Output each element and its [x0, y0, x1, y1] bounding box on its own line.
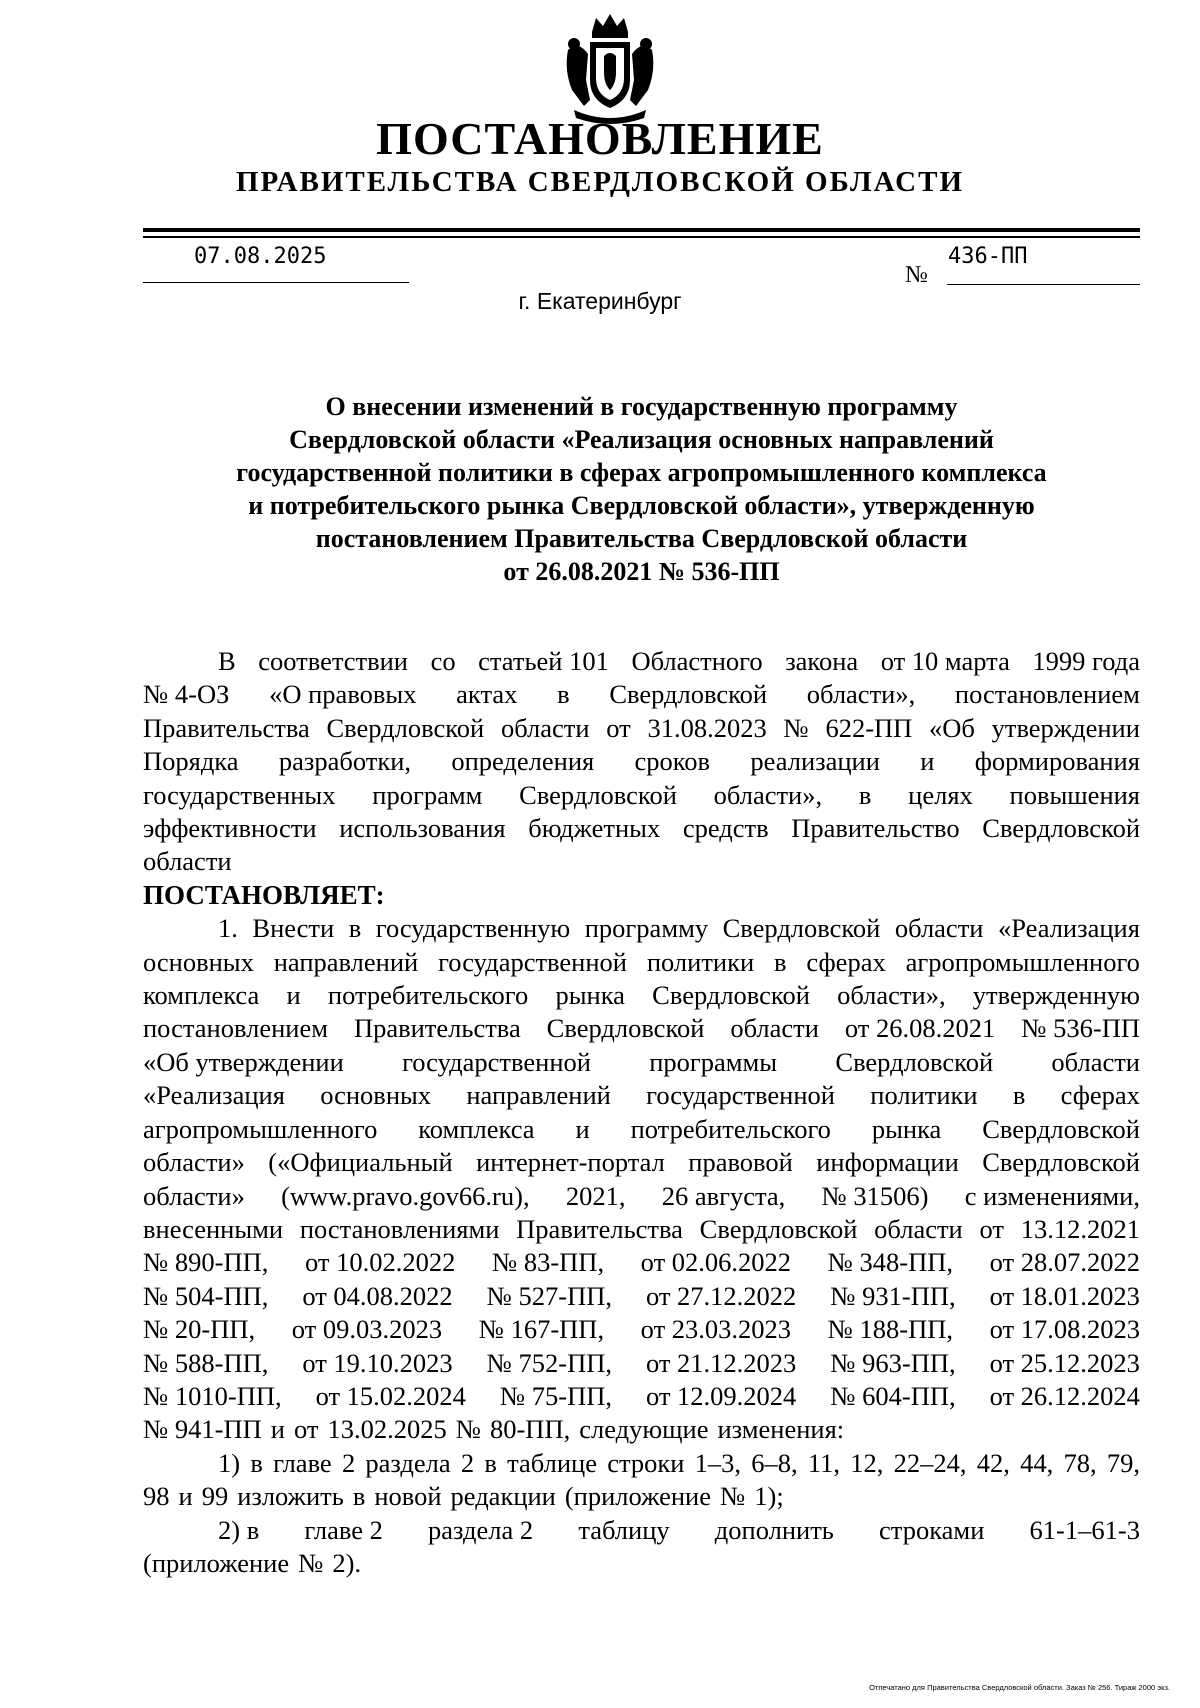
- word: рынка: [555, 980, 625, 1011]
- word: 622-ПП: [825, 712, 913, 743]
- word: В: [218, 646, 236, 676]
- text-line: [143, 1380, 1140, 1413]
- word: реализации: [750, 746, 880, 777]
- word: Свердловской: [699, 1213, 858, 1244]
- word: от 09.03.2023: [291, 1314, 443, 1345]
- word: № 188-ПП,: [827, 1314, 954, 1345]
- word: основных: [143, 946, 254, 977]
- word: от 02.06.2022: [640, 1247, 792, 1278]
- word: области»: [143, 1147, 245, 1178]
- word: строки: [607, 1447, 685, 1478]
- word: статьей 101: [478, 646, 609, 676]
- word: области: [874, 1213, 963, 1244]
- document-body: [143, 645, 1140, 1580]
- word: 2021,: [565, 1180, 626, 1211]
- word: государственную: [375, 913, 571, 944]
- text-line: [143, 1280, 1140, 1313]
- word: главе 2: [304, 1514, 383, 1545]
- word: № 4-ОЗ: [143, 679, 230, 710]
- word: области: [500, 712, 590, 743]
- word: № 167-ПП,: [478, 1314, 605, 1345]
- word: основных: [320, 1080, 432, 1111]
- word: 1);: [754, 1481, 784, 1512]
- word: Свердловской: [982, 1113, 1140, 1144]
- operative-keyword: [143, 879, 1140, 912]
- word: изложить: [237, 1481, 344, 1512]
- word: Правительства: [143, 712, 310, 743]
- word: области»,: [713, 779, 823, 810]
- header-rule-thick: [143, 228, 1140, 232]
- text-line: [143, 1079, 1140, 1112]
- text-line: [143, 1146, 1140, 1179]
- word: раздела: [365, 1447, 451, 1478]
- word: закона: [785, 646, 859, 676]
- word: от 26.12.2024: [989, 1380, 1140, 1411]
- word: Свердловской: [609, 679, 768, 710]
- word: в: [1012, 1080, 1026, 1111]
- word: в: [858, 779, 872, 810]
- word: сферах: [1060, 1080, 1140, 1111]
- word: изменения:: [717, 1414, 845, 1445]
- word: от: [979, 1213, 1004, 1244]
- body-paragraph: [143, 1447, 1140, 1514]
- word: в: [557, 679, 570, 710]
- header-rule-thin: [143, 236, 1140, 238]
- heading-line: государственной политики в сферах агропромышленного комплекса: [236, 458, 1047, 487]
- word: со: [430, 646, 456, 676]
- text-line: [143, 845, 1140, 878]
- word: 79,: [1106, 1447, 1140, 1478]
- word: области: [894, 913, 984, 944]
- word: Свердловской: [326, 712, 485, 743]
- print-footer-note: Отпечатано для Правительства Свердловской области. Заказ № 256. Тираж 2000 экз.: [869, 1683, 1170, 1692]
- word: области: [730, 1013, 819, 1044]
- word: от 10 марта: [880, 646, 1010, 676]
- word: направлений: [466, 1080, 611, 1111]
- word: области»: [143, 1180, 245, 1211]
- body-paragraph: [143, 645, 1140, 879]
- word: 1.: [218, 913, 238, 944]
- word: 13.02.2025: [327, 1414, 447, 1445]
- word: таблице: [507, 1447, 597, 1478]
- heading-line: Свердловской области «Реализация основных направлений: [289, 425, 994, 454]
- word: в: [352, 1481, 366, 1512]
- number-sign: №: [905, 262, 928, 288]
- word: от 12.09.2024: [645, 1380, 797, 1411]
- word: правовой: [688, 1147, 793, 1178]
- text-line: [143, 1313, 1140, 1346]
- word: редакции: [450, 1481, 556, 1512]
- word: 2: [341, 1447, 356, 1478]
- body-paragraph: [143, 1514, 1140, 1581]
- word: и: [270, 1414, 285, 1445]
- word: 61-1–61-3: [1029, 1514, 1140, 1545]
- heading-line: постановлением Правительства Свердловской области: [315, 524, 968, 553]
- word: «Реализация: [143, 1080, 285, 1111]
- word: 13.12.2021: [1020, 1213, 1140, 1244]
- word: (приложение: [564, 1481, 711, 1512]
- word: № 752-ПП,: [486, 1347, 613, 1378]
- word: Правительства: [516, 1213, 683, 1244]
- word: Свердловской: [982, 813, 1140, 844]
- word: 11,: [807, 1447, 841, 1478]
- word: главе: [273, 1447, 332, 1478]
- word: формирования: [974, 746, 1140, 777]
- word: в: [774, 946, 787, 977]
- word: в: [348, 913, 362, 944]
- word: области»,: [837, 980, 946, 1011]
- heading-line: и потребительского рынка Свердловской области», утвержденную: [248, 491, 1035, 520]
- word: государственной: [438, 946, 627, 977]
- body-paragraph: [143, 912, 1140, 1447]
- word: комплекса: [418, 1113, 535, 1144]
- word: 42,: [976, 1447, 1010, 1478]
- word: разработки,: [278, 746, 411, 777]
- word: №: [719, 1481, 746, 1512]
- word: от 10.02.2022: [304, 1247, 456, 1278]
- word: дополнить: [714, 1514, 834, 1545]
- text-line: [143, 812, 1140, 845]
- word: 99: [201, 1481, 229, 1512]
- text-line: [143, 1012, 1140, 1045]
- word: от 17.08.2023: [989, 1314, 1140, 1345]
- text-line: [143, 1480, 1140, 1513]
- word: № 1010-ПП,: [143, 1380, 282, 1411]
- word: программы: [649, 1046, 778, 1077]
- word: в: [250, 1447, 263, 1478]
- word: Порядка: [143, 746, 239, 777]
- text-line: [143, 1413, 1140, 1446]
- word: и: [920, 746, 935, 777]
- word: в: [484, 1447, 497, 1478]
- word: комплекса: [143, 980, 260, 1011]
- word: определения: [451, 746, 595, 777]
- word: от 21.12.2023: [645, 1347, 797, 1378]
- word: таблицу: [578, 1514, 670, 1545]
- word: «Об: [929, 712, 975, 743]
- text-line: [143, 1213, 1140, 1246]
- word: Областного: [631, 646, 763, 676]
- word: агропромышленного: [905, 946, 1140, 977]
- word: 31.08.2023: [647, 712, 767, 743]
- word: 1999 года: [1032, 646, 1140, 676]
- number-underline: [947, 284, 1140, 285]
- word: постановлениями: [299, 1213, 500, 1244]
- word: № 504-ПП,: [143, 1280, 269, 1311]
- issue-city: г. Екатеринбург: [518, 288, 682, 314]
- word: государственных: [143, 779, 336, 810]
- word: 22–24,: [893, 1447, 967, 1478]
- word: программ: [372, 779, 483, 810]
- word: использования: [339, 813, 506, 844]
- word: 1–3,: [694, 1447, 742, 1478]
- word: 80-ПП,: [489, 1414, 571, 1445]
- word: актах: [456, 679, 518, 710]
- word: № 75-ПП,: [499, 1380, 613, 1411]
- word: Свердловской: [722, 913, 881, 944]
- heading-line: О внесении изменений в государственную программу: [325, 392, 958, 421]
- text-line: [143, 779, 1140, 812]
- word: информации: [816, 1147, 959, 1178]
- word: от 23.03.2023: [640, 1314, 792, 1345]
- word: «Об утверждении: [143, 1046, 344, 1077]
- word: 1): [218, 1447, 241, 1478]
- text-line: [143, 1347, 1140, 1380]
- word: №: [455, 1414, 481, 1445]
- word: от 19.10.2023: [302, 1347, 453, 1378]
- word: политики: [646, 946, 755, 977]
- word: с изменениями,: [964, 1180, 1140, 1211]
- word: (www.pravo.gov66.ru),: [281, 1180, 530, 1211]
- word: № 941-ПП: [143, 1414, 262, 1445]
- word: государственной: [646, 1080, 835, 1111]
- word: 6–8,: [751, 1447, 798, 1478]
- word: № 588-ПП,: [143, 1347, 269, 1378]
- word: № 20-ПП,: [143, 1314, 256, 1345]
- word: соответствии: [258, 646, 408, 676]
- word: направлений: [273, 946, 419, 977]
- word: агропромышленного: [143, 1113, 378, 1144]
- word: Правительство: [791, 813, 960, 844]
- word: потребительского: [327, 980, 529, 1011]
- text-line: [143, 879, 1140, 912]
- word: от 04.08.2022: [302, 1280, 453, 1311]
- text-line: [143, 1180, 1140, 1213]
- word: целях: [908, 779, 973, 810]
- word: № 931-ПП,: [830, 1280, 956, 1311]
- word: сферах: [806, 946, 886, 977]
- word: области: [143, 846, 232, 877]
- text-line: [143, 1246, 1140, 1279]
- word: 2: [460, 1447, 475, 1478]
- word: №: [783, 712, 809, 743]
- word: 2) в: [218, 1514, 260, 1545]
- word: № 890-ПП,: [143, 1247, 269, 1278]
- word: государственной: [402, 1046, 591, 1077]
- text-line: [143, 712, 1140, 745]
- word: 2).: [332, 1547, 362, 1578]
- word: 78,: [1063, 1447, 1097, 1478]
- word: Свердловской: [546, 1013, 705, 1044]
- word: Свердловской: [982, 1147, 1140, 1178]
- text-line: [143, 946, 1140, 979]
- word: от 25.12.2023: [989, 1347, 1140, 1378]
- word: повышения: [1009, 779, 1140, 810]
- word: от 15.02.2024: [315, 1380, 466, 1411]
- word: и: [286, 980, 301, 1011]
- word: строками: [879, 1514, 985, 1545]
- word: «О правовых: [269, 679, 417, 710]
- word: рынка: [871, 1113, 942, 1144]
- word: 44,: [1020, 1447, 1054, 1478]
- word: постановлением: [143, 1013, 328, 1044]
- word: раздела 2: [428, 1514, 534, 1545]
- text-line: [143, 645, 1140, 678]
- sverdlovsk-coat-of-arms-icon: [560, 10, 660, 128]
- word: 26 августа,: [661, 1180, 786, 1211]
- word: от 27.12.2022: [645, 1280, 797, 1311]
- document-number: 436-ПП: [948, 244, 1028, 269]
- word: Свердловской: [835, 1046, 994, 1077]
- issuer-subtitle: ПРАВИТЕЛЬСТВА СВЕРДЛОВСКОЙ ОБЛАСТИ: [235, 166, 965, 198]
- word: от 26.08.2021: [844, 1013, 996, 1044]
- word: утвержденную: [972, 980, 1140, 1011]
- word: Внести: [252, 913, 335, 944]
- word: «Реализация: [997, 913, 1140, 944]
- text-line: [143, 1447, 1140, 1480]
- word: Правительства: [353, 1013, 521, 1044]
- word: (приложение: [143, 1547, 290, 1578]
- word: № 527-ПП,: [486, 1280, 613, 1311]
- word: области: [1051, 1046, 1140, 1077]
- word: сроков: [634, 746, 711, 777]
- text-line: [143, 745, 1140, 778]
- word: № 963-ПП,: [830, 1347, 956, 1378]
- word: от 18.01.2023: [989, 1280, 1140, 1311]
- word: средств: [682, 813, 769, 844]
- word: №: [298, 1547, 324, 1578]
- word: Свердловской: [519, 779, 677, 810]
- word: № 31506): [821, 1180, 929, 1211]
- word: политики: [870, 1080, 978, 1111]
- word: № 604-ПП,: [830, 1380, 956, 1411]
- text-line: [143, 1547, 1140, 1580]
- word: потребительского: [630, 1113, 831, 1144]
- word: № 348-ПП,: [827, 1247, 954, 1278]
- word: утверждении: [991, 712, 1140, 743]
- text-line: [143, 1046, 1140, 1079]
- text-line: [143, 1113, 1140, 1146]
- word: от: [293, 1414, 319, 1445]
- heading-line: от 26.08.2021 № 536-ПП: [503, 557, 780, 586]
- word: программу: [584, 913, 709, 944]
- text-line: [143, 678, 1140, 711]
- word: («Официальный: [268, 1147, 453, 1178]
- document-type-title: ПОСТАНОВЛЕНИЕ: [376, 113, 824, 164]
- word: № 83-ПП,: [491, 1247, 605, 1278]
- word: 98: [143, 1481, 170, 1512]
- word: области»,: [806, 679, 916, 710]
- word: внесенными: [143, 1213, 284, 1244]
- word: ПОСТАНОВЛЯЕТ:: [143, 879, 385, 910]
- word: интернет-портал: [476, 1147, 665, 1178]
- word: и: [575, 1113, 590, 1144]
- word: от 28.07.2022: [989, 1247, 1140, 1278]
- text-line: [143, 979, 1140, 1012]
- word: следующие: [579, 1414, 709, 1445]
- word: 12,: [850, 1447, 884, 1478]
- text-line: [143, 1514, 1140, 1547]
- word: постановлением: [954, 679, 1140, 710]
- text-line: [143, 912, 1140, 945]
- word: № 536-ПП: [1021, 1013, 1140, 1044]
- word: от: [606, 712, 631, 743]
- date-underline: [143, 282, 409, 283]
- word: новой: [374, 1481, 442, 1512]
- word: Свердловской: [652, 980, 810, 1011]
- word: бюджетных: [528, 813, 661, 844]
- document-date: 07.08.2025: [194, 244, 327, 269]
- word: эффективности: [143, 813, 317, 844]
- word: и: [178, 1481, 193, 1512]
- document-heading: [143, 390, 1140, 588]
